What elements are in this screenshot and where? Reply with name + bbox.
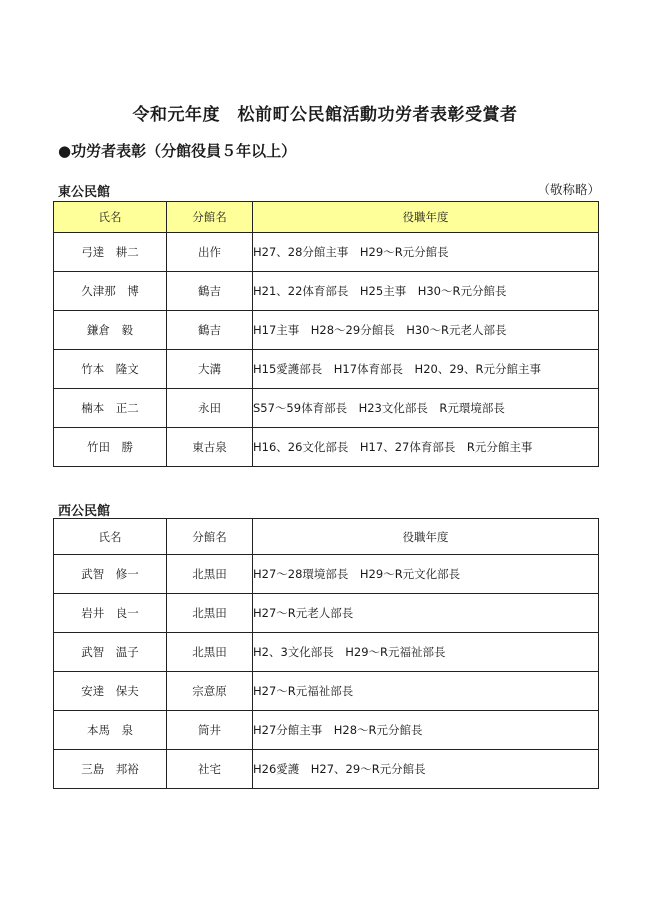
- cell-name: 本馬 泉: [54, 711, 167, 750]
- cell-branch: 北黒田: [167, 633, 253, 672]
- header-role: 役職年度: [253, 202, 599, 233]
- honorific-note: （敬称略）: [537, 182, 600, 197]
- table-header-row: [54, 202, 599, 233]
- table-row: [54, 555, 599, 594]
- table-row: [54, 711, 599, 750]
- cell-branch: 大溝: [167, 350, 253, 389]
- cell-branch: 北黒田: [167, 555, 253, 594]
- cell-name: 武智 修一: [54, 555, 167, 594]
- cell-role: H17主事 H28～29分館長 H30～R元老人部長: [253, 311, 599, 350]
- header-branch: 分館名: [167, 519, 253, 555]
- cell-name: 久津那 博: [54, 272, 167, 311]
- award-category: ●功労者表彰（分館役員５年以上）: [58, 142, 297, 160]
- header-name: 氏名: [54, 519, 167, 555]
- cell-branch: 社宅: [167, 750, 253, 789]
- table-row: [54, 350, 599, 389]
- cell-branch: 永田: [167, 389, 253, 428]
- cell-branch: 筒井: [167, 711, 253, 750]
- header-role: 役職年度: [253, 519, 599, 555]
- document-title: 令和元年度 松前町公民館活動功労者表彰受賞者: [132, 105, 518, 125]
- cell-role: H27～28環境部長 H29～R元文化部長: [253, 555, 599, 594]
- cell-role: H2、3文化部長 H29～R元福祉部長: [253, 633, 599, 672]
- cell-name: 武智 温子: [54, 633, 167, 672]
- section-label-east: 東公民館: [58, 185, 111, 200]
- cell-branch: 鶴吉: [167, 272, 253, 311]
- cell-branch: 宗意原: [167, 672, 253, 711]
- cell-role: S57～59体育部長 H23文化部長 R元環境部長: [253, 389, 599, 428]
- cell-name: 鎌倉 毅: [54, 311, 167, 350]
- cell-branch: 出作: [167, 233, 253, 272]
- cell-role: H26愛護 H27、29～R元分館長: [253, 750, 599, 789]
- section-label-west: 西公民館: [58, 504, 111, 519]
- cell-role: H21、22体育部長 H25主事 H30～R元分館長: [253, 272, 599, 311]
- cell-name: 竹本 隆文: [54, 350, 167, 389]
- table-row: [54, 594, 599, 633]
- cell-name: 竹田 勝: [54, 428, 167, 467]
- table-row: [54, 750, 599, 789]
- table-row: [54, 428, 599, 467]
- east-roster-table: [53, 201, 599, 467]
- table-header-row: [54, 519, 599, 555]
- cell-role: H16、26文化部長 H17、27体育部長 R元分館主事: [253, 428, 599, 467]
- cell-role: H15愛護部長 H17体育部長 H20、29、R元分館主事: [253, 350, 599, 389]
- table-row: [54, 311, 599, 350]
- table-row: [54, 272, 599, 311]
- cell-name: 楠本 正二: [54, 389, 167, 428]
- table-row: [54, 389, 599, 428]
- cell-name: 安達 保夫: [54, 672, 167, 711]
- table-row: [54, 633, 599, 672]
- west-roster-table: [53, 518, 599, 789]
- table-row: [54, 233, 599, 272]
- cell-name: 三島 邦裕: [54, 750, 167, 789]
- cell-name: 弓達 耕二: [54, 233, 167, 272]
- cell-branch: 東古泉: [167, 428, 253, 467]
- header-name: 氏名: [54, 202, 167, 233]
- cell-role: H27、28分館主事 H29～R元分館長: [253, 233, 599, 272]
- table-row: [54, 672, 599, 711]
- cell-branch: 北黒田: [167, 594, 253, 633]
- cell-branch: 鶴吉: [167, 311, 253, 350]
- cell-role: H27～R元老人部長: [253, 594, 599, 633]
- header-branch: 分館名: [167, 202, 253, 233]
- cell-role: H27～R元福祉部長: [253, 672, 599, 711]
- cell-name: 岩井 良一: [54, 594, 167, 633]
- cell-role: H27分館主事 H28～R元分館長: [253, 711, 599, 750]
